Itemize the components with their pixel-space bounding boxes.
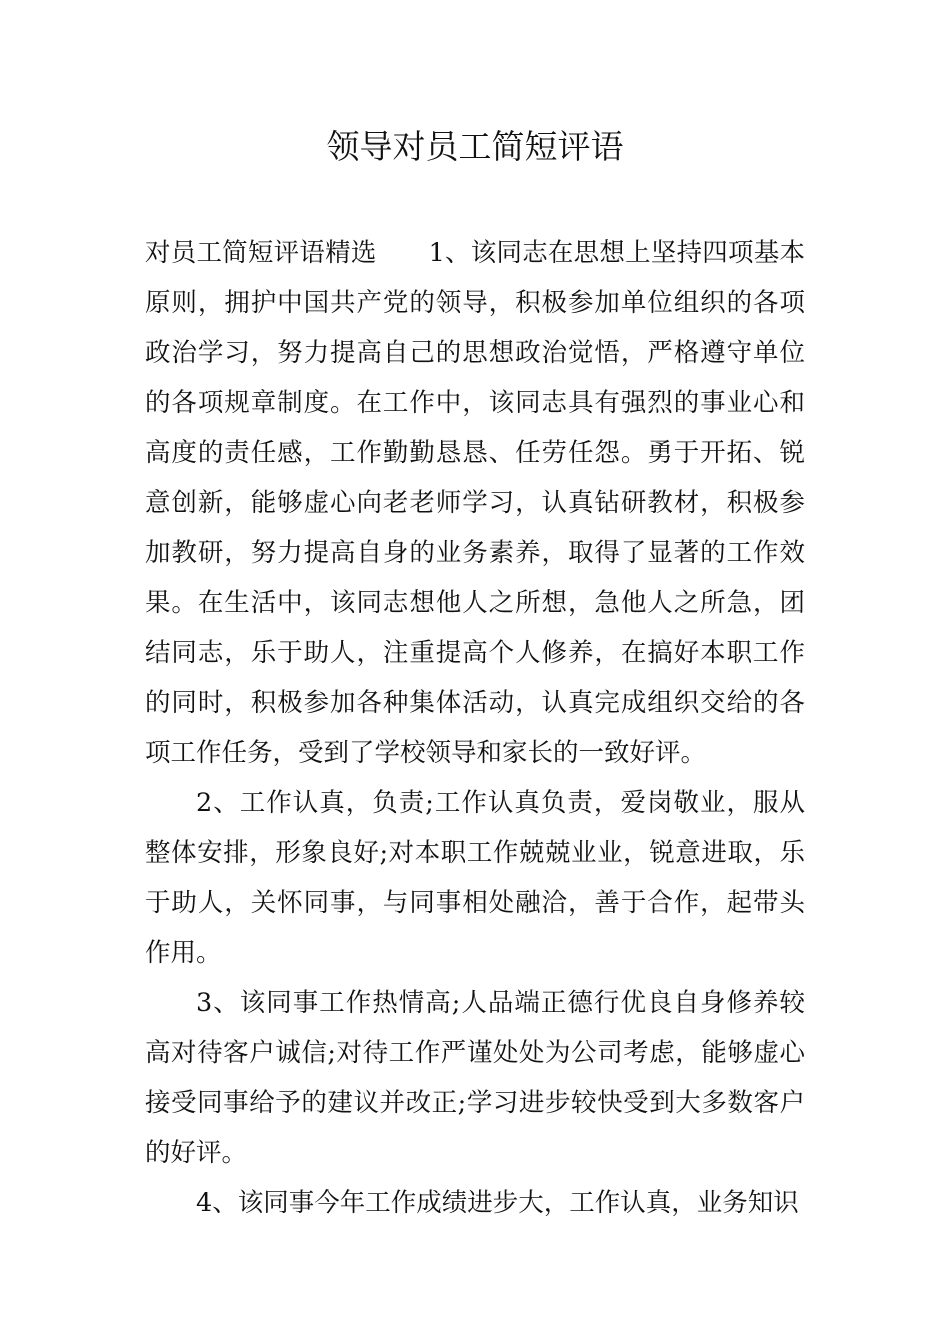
paragraph-4: 4、该同事今年工作成绩进步大，工作认真，业务知识 bbox=[196, 1188, 799, 1218]
paragraph-1 bbox=[145, 228, 805, 778]
page-title: 领导对员工简短评语 bbox=[326, 127, 624, 166]
paragraph-2: 2、工作认真，负责;工作认真负责，爱岗敬业，服从整体安排，形象良好;对本职工作兢兢业业，锐意进取，乐于助人，关怀同事，与同事相处融洽，善于合作，起带头作用。 bbox=[145, 788, 805, 968]
paragraph-1-text: 1、该同志在思想上坚持四项基本原则，拥护中国共产党的领导，积极参加单位组织的各项政治学习，努力提高自己的思想政治觉悟，严格遵守单位的各项规章制度。在工作中，该同志具有强烈的事业心和高度的责任感，工作勤勤恳恳、任劳任怨。勇于开拓、锐意创新，能够虚心向老老师学习，认真钻研教材，积极参加教研，努力提高自身的业务素养，取得了显著的工作效果。在生活中，该同志想他人之所想，急他人之所急，团结同志，乐于助人，注重提高个人修养，在搞好本职工作的同时，积极参加各种集体活动，认真完成组织交给的各项工作任务，受到了学校领导和家长的一致好评。 bbox=[145, 238, 805, 768]
paragraph-3: 3、该同事工作热情高;人品端正德行优良自身修养较高对待客户诚信;对待工作严谨处处为公司考虑，能够虚心接受同事给予的建议并改正;学习进步较快受到大多数客户的好评。 bbox=[145, 988, 805, 1168]
intro-heading: 对员工简短评语精选 bbox=[145, 238, 377, 268]
document-body bbox=[145, 228, 805, 1228]
